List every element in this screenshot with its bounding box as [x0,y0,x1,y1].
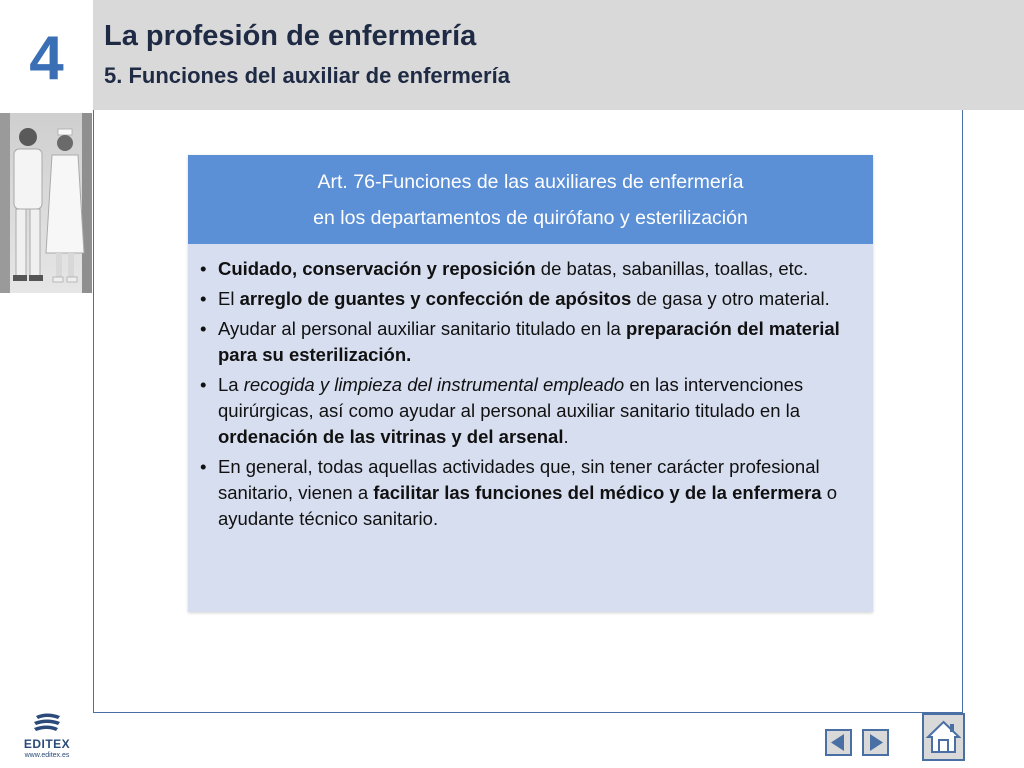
chapter-number: 4 [0,0,93,110]
panel-heading-line1: Art. 76-Funciones de las auxiliares de enfermería [317,171,744,193]
list-item [200,454,860,532]
list-item [200,286,860,312]
list-item-text: recogida y limpieza del instrumental empleado [243,374,625,395]
list-item-text: La [218,374,244,395]
left-arrow-icon [825,729,852,756]
list-item-text: Cuidado, conservación y reposición [218,258,536,279]
page-title: La profesión de enfermería [104,20,477,52]
right-arrow-icon [862,729,889,756]
page-subtitle: 5. Funciones del auxiliar de enfermería [104,63,510,88]
list-item-text: o ayudante técnico sanitario. [218,482,838,529]
list-item-text: facilitar las funciones del médico y de la enfermera [373,482,822,503]
panel-heading-line2: en los departamentos de quirófano y esterilización [313,207,748,229]
header-band [93,0,1024,110]
list-item [200,372,860,450]
editex-logo [14,712,80,762]
list-item-text: en las intervenciones quirúrgicas, así como ayudar al personal auxiliar sanitario titulado en la [218,374,804,421]
list-item [200,316,860,368]
logo-text: EDITEX [23,737,71,751]
list-item-text: Ayudar al personal auxiliar sanitario titulado en la [218,318,626,339]
nurses-photo [0,113,92,293]
list-item-text: de batas, sabanillas, toallas, etc. [535,258,809,279]
list-item-text: preparación del material para su esterilización. [218,318,840,365]
functions-list [200,256,860,536]
list-item-text: de gasa y otro material. [631,288,830,309]
editex-logo-mark [30,712,64,732]
list-item-text: arreglo de guantes y confección de apósitos [239,288,632,309]
panel-heading [188,155,873,244]
list-item-text: En general, todas aquellas actividades que, sin tener carácter profesional sanitario, vienen a [218,456,820,503]
logo-url: www.editex.es [24,752,70,759]
prev-slide-button[interactable] [825,729,852,756]
nurses-photo-graphic [0,113,92,293]
list-item [200,256,860,282]
list-item-text: . [563,426,569,447]
home-icon [921,712,966,762]
next-slide-button[interactable] [862,729,889,756]
home-button[interactable] [921,712,966,762]
functions-panel [188,155,873,612]
list-item-text: El [218,288,240,309]
list-item-text: ordenación de las vitrinas y del arsenal [218,426,564,447]
